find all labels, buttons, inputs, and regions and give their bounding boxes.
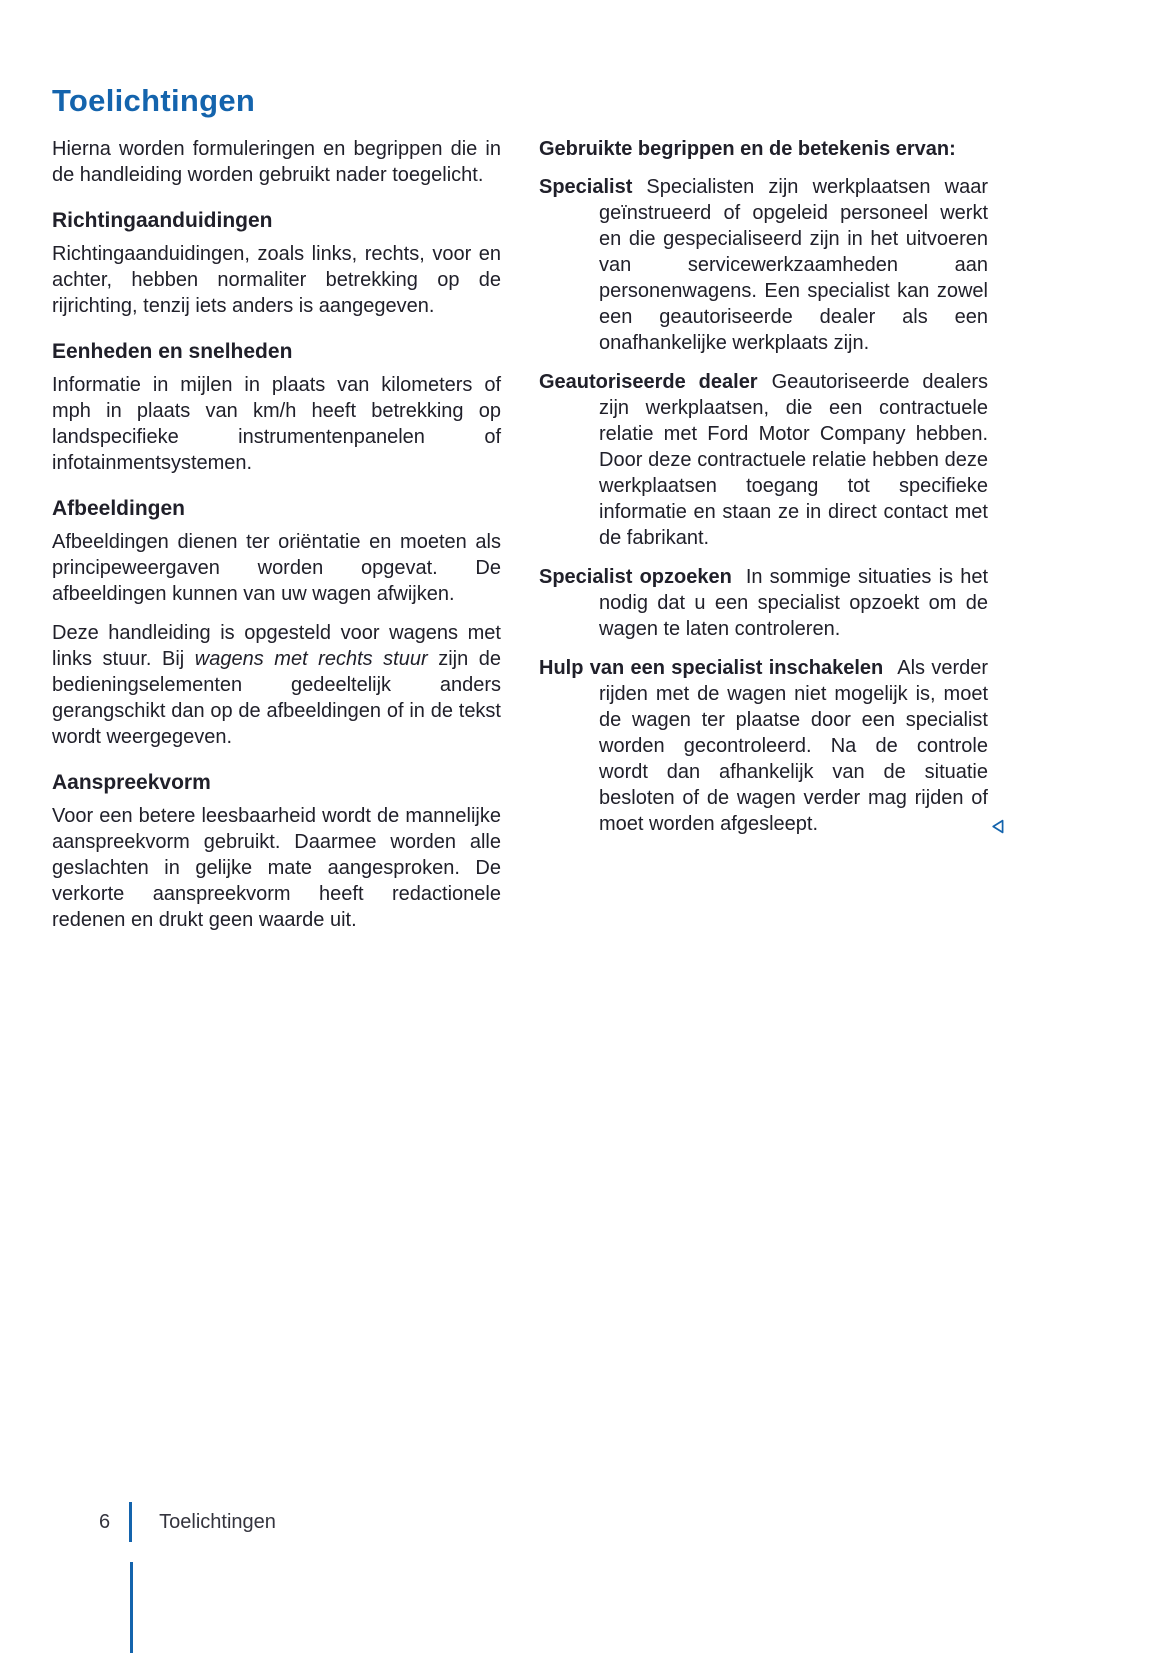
text-run: Deze handleiding is opgesteld voor wagens met links stuur. Bij — [52, 622, 501, 670]
paragraph-aanspreekvorm: Voor een betere leesbaarheid wordt de mannelijke aanspreekvorm gebruikt. Daarmee worden alle geslachten in gelijke mate aangesproken. De verkorte aanspreekvorm heeft redactionele redenen en drukt geen waarde uit. — [52, 805, 501, 931]
section-heading-aanspreekvorm: Aanspreekvorm — [52, 771, 211, 794]
right-column — [539, 136, 988, 850]
bottom-edge-rule — [130, 1562, 133, 1653]
definition-text: In sommige situaties is het nodig dat u een specialist opzoekt om de wagen te laten controleren. — [599, 566, 989, 640]
italic-text-run: wagens met rechts stuur — [194, 648, 428, 670]
definitions-heading: Gebruikte begrippen en de betekenis ervan: — [539, 138, 956, 160]
definition-text: Geautoriseerde dealers zijn werkplaatsen, die een contractuele relatie met Ford Motor Company hebben. Door deze contractuele relatie hebben deze werkplaatsen toegang tot specifieke informatie en staan ze in direct contact met de fabrikant. — [599, 371, 988, 549]
content-columns — [52, 136, 988, 946]
section-heading-afbeeldingen: Afbeeldingen — [52, 497, 186, 520]
text-run: zijn de bedieningselementen gedeeltelijk anders gerangschikt dan op de afbeeldingen of in de tekst wordt weergegeven. — [52, 648, 501, 748]
definition-term: Specialist — [539, 176, 633, 198]
paragraph-afbeeldingen-1: Afbeeldingen dienen ter oriëntatie en moeten als principeweergaven worden opgevat. De afbeeldingen kunnen van uw wagen afwijken. — [52, 531, 501, 605]
page-footer — [99, 1502, 276, 1542]
intro-paragraph: Hierna worden formuleringen en begrippen die in de handleiding worden gebruikt nader toegelicht. — [52, 138, 501, 186]
definition-entry-hulp-specialist — [539, 655, 988, 837]
left-triangle-icon — [991, 819, 1004, 834]
definition-entry-geautoriseerde-dealer — [539, 369, 988, 551]
definition-term: Hulp van een specialist inschakelen — [539, 657, 884, 679]
footer-chapter-label: Toelichtingen — [159, 1510, 276, 1533]
section-heading-richtingaanduidingen: Richtingaanduidingen — [52, 209, 273, 232]
section-heading-eenheden-en-snelheden: Eenheden en snelheden — [52, 340, 293, 363]
page-number: 6 — [99, 1510, 111, 1533]
definition-entry-specialist-opzoeken — [539, 564, 988, 642]
definition-term: Specialist opzoeken — [539, 566, 732, 588]
definition-entry-specialist — [539, 174, 988, 356]
left-column — [52, 136, 501, 946]
paragraph-afbeeldingen-2 — [52, 620, 501, 750]
definition-text: Als verder rijden met de wagen niet mogelijk is, moet de wagen ter plaatse door een specialist worden gecontroleerd. Na de controle wordt dan afhankelijk van de situatie besloten of de wagen verder mag rijden of moet worden afgesleept. — [599, 657, 989, 835]
definition-term: Geautoriseerde dealer — [539, 371, 758, 393]
footer-divider — [129, 1502, 132, 1542]
definition-text: Specialisten zijn werkplaatsen waar geïnstrueerd of opgeleid personeel werkt en die gespecialiseerd zijn in het uitvoeren van servicewerkzaamheden aan personenwagens. Een specialist kan zowel een geautoriseerde dealer als een onafhankelijke werkplaats zijn. — [599, 176, 988, 354]
page-title: Toelichtingen — [52, 82, 256, 118]
paragraph-richtingaanduidingen: Richtingaanduidingen, zoals links, rechts, voor en achter, hebben normaliter betrekking op de rijrichting, tenzij iets anders is aangegeven. — [52, 243, 501, 317]
paragraph-eenheden-en-snelheden: Informatie in mijlen in plaats van kilometers of mph in plaats van km/h heeft betrekking op landspecifieke instrumentenpanelen of infotainmentsystemen. — [52, 374, 501, 474]
